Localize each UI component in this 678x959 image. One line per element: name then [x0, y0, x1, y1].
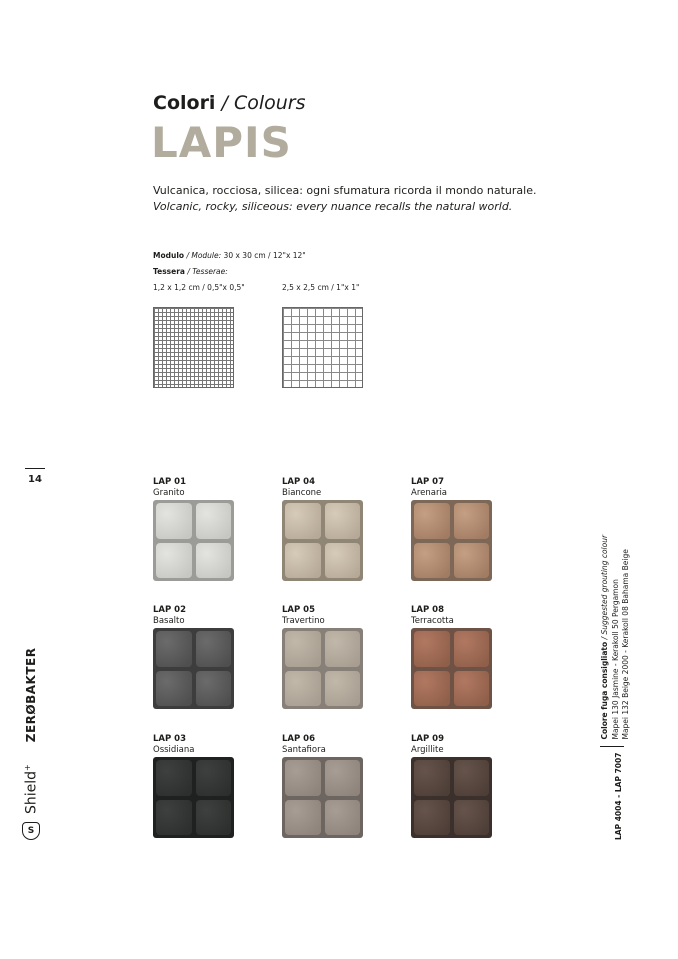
- tessera-chip: [285, 543, 321, 579]
- page-number-rule: [25, 468, 45, 469]
- module-value: 30 x 30 cm / 12"x 12": [223, 251, 306, 260]
- tessera-size-small: 1,2 x 1,2 cm / 0,5"x 0,5": [153, 283, 245, 292]
- tessera-chip: [414, 503, 450, 539]
- tessera-chip: [285, 671, 321, 707]
- swatch-name: Ossidiana: [153, 745, 195, 755]
- color-swatch: [411, 605, 501, 709]
- tessera-chip: [325, 671, 361, 707]
- swatch-code: LAP 04: [282, 477, 316, 487]
- grout-range: LAP 4004 - LAP 7007: [600, 746, 624, 840]
- tessera-chip: [325, 543, 361, 579]
- tessera-chip: [156, 671, 192, 707]
- grout-lines: [600, 535, 632, 740]
- swatch-code: LAP 06: [282, 734, 316, 744]
- module-spec: [153, 251, 306, 260]
- swatch-tile: [282, 757, 363, 838]
- title-english: Colours: [233, 92, 306, 114]
- tessera-chip: [454, 671, 490, 707]
- tessera-chip: [414, 800, 450, 836]
- swatch-name: Argillite: [411, 745, 444, 755]
- tessera-chip: [285, 760, 321, 796]
- grout-label-it: Colore fuga consigliato: [600, 641, 609, 740]
- swatch-tile: [153, 500, 234, 581]
- tessera-chip: [285, 503, 321, 539]
- tessera-chip: [414, 760, 450, 796]
- tessera-chip: [454, 631, 490, 667]
- tessera-chip: [156, 800, 192, 836]
- color-swatch: [153, 734, 243, 838]
- tessera-chip: [325, 760, 361, 796]
- tessera-chip: [414, 671, 450, 707]
- shield-name: Shield: [23, 770, 40, 814]
- swatch-tile: [411, 500, 492, 581]
- tessera-chip: [156, 503, 192, 539]
- swatch-tile: [282, 628, 363, 709]
- color-swatch: [282, 605, 372, 709]
- shield-logo-icon: [22, 822, 40, 840]
- tessera-label-en: / Tesserae:: [184, 267, 228, 276]
- swatch-tile: [411, 628, 492, 709]
- swatch-tile: [411, 757, 492, 838]
- swatch-code: LAP 08: [411, 605, 445, 615]
- tessera-chip: [285, 631, 321, 667]
- tessera-chip: [414, 543, 450, 579]
- swatch-code: LAP 02: [153, 605, 187, 615]
- shield-logo-letter: S: [27, 826, 35, 836]
- swatch-code: LAP 05: [282, 605, 316, 615]
- tessera-chip: [156, 760, 192, 796]
- swatch-tile: [153, 628, 234, 709]
- tessera-chip: [196, 800, 232, 836]
- swatch-name: Terracotta: [411, 616, 454, 626]
- tessera-chip: [285, 800, 321, 836]
- color-swatch: [282, 477, 372, 581]
- zerobakter-wordmark: ZERØBAKTER: [24, 647, 38, 743]
- grout-recommendation: [600, 535, 632, 840]
- mosaic-grid-small: [153, 307, 234, 388]
- grout-line-1: Mapei 130 Jasmine - Kerakoll 50 Pergamon: [610, 579, 620, 740]
- swatch-name: Travertino: [282, 616, 325, 626]
- color-swatch: [411, 734, 501, 838]
- swatch-name: Basalto: [153, 616, 185, 626]
- tessera-chip: [454, 760, 490, 796]
- tessera-size-large: 2,5 x 2,5 cm / 1"x 1": [282, 283, 360, 292]
- swatch-code: LAP 03: [153, 734, 187, 744]
- tessera-chip: [325, 800, 361, 836]
- tessera-chip: [325, 631, 361, 667]
- swatch-name: Granito: [153, 488, 185, 498]
- title-italian: Colori: [153, 92, 216, 114]
- tessera-chip: [454, 503, 490, 539]
- mosaic-grid-large: [282, 307, 363, 388]
- color-swatch: [153, 605, 243, 709]
- swatch-name: Biancone: [282, 488, 322, 498]
- tessera-chip: [325, 503, 361, 539]
- tessera-chip: [196, 760, 232, 796]
- tessera-chip: [196, 671, 232, 707]
- swatch-code: LAP 07: [411, 477, 445, 487]
- tessera-chip: [454, 543, 490, 579]
- swatch-code: LAP 09: [411, 734, 445, 744]
- tessera-chip: [414, 631, 450, 667]
- page-title: [153, 92, 305, 114]
- tessera-chip: [196, 543, 232, 579]
- swatch-tile: [153, 757, 234, 838]
- tessera-chip: [156, 543, 192, 579]
- color-swatch: [411, 477, 501, 581]
- tessera-spec: [153, 267, 228, 276]
- collection-description: [153, 183, 536, 215]
- color-swatch: [282, 734, 372, 838]
- shield-wordmark: [23, 764, 40, 814]
- swatch-tile: [282, 500, 363, 581]
- collection-name: LAPIS: [151, 118, 292, 167]
- tessera-chip: [196, 631, 232, 667]
- module-label-en: / Module:: [184, 251, 224, 260]
- grout-label-en: / Suggested grouting colour: [600, 534, 609, 642]
- page-number: 14: [28, 474, 42, 485]
- swatch-name: Arenaria: [411, 488, 448, 498]
- description-italian: Vulcanica, rocciosa, silicea: ogni sfumatura ricorda il mondo naturale.: [153, 184, 537, 197]
- color-swatch: [153, 477, 243, 581]
- grout-line-2: Mapei 132 Beige 2000 - Kerakoll 08 Bahama Beige: [621, 549, 630, 740]
- tessera-label-it: Tessera: [153, 267, 185, 276]
- title-separator: /: [215, 92, 234, 114]
- module-label-it: Modulo: [153, 251, 185, 260]
- shield-plus: +: [22, 764, 32, 771]
- tessera-chip: [454, 800, 490, 836]
- tessera-chip: [156, 631, 192, 667]
- swatch-name: Santafiora: [282, 745, 326, 755]
- description-english: Volcanic, rocky, siliceous: every nuance recalls the natural world.: [153, 200, 513, 213]
- tessera-chip: [196, 503, 232, 539]
- swatch-code: LAP 01: [153, 477, 187, 487]
- brand-strip: [22, 648, 40, 840]
